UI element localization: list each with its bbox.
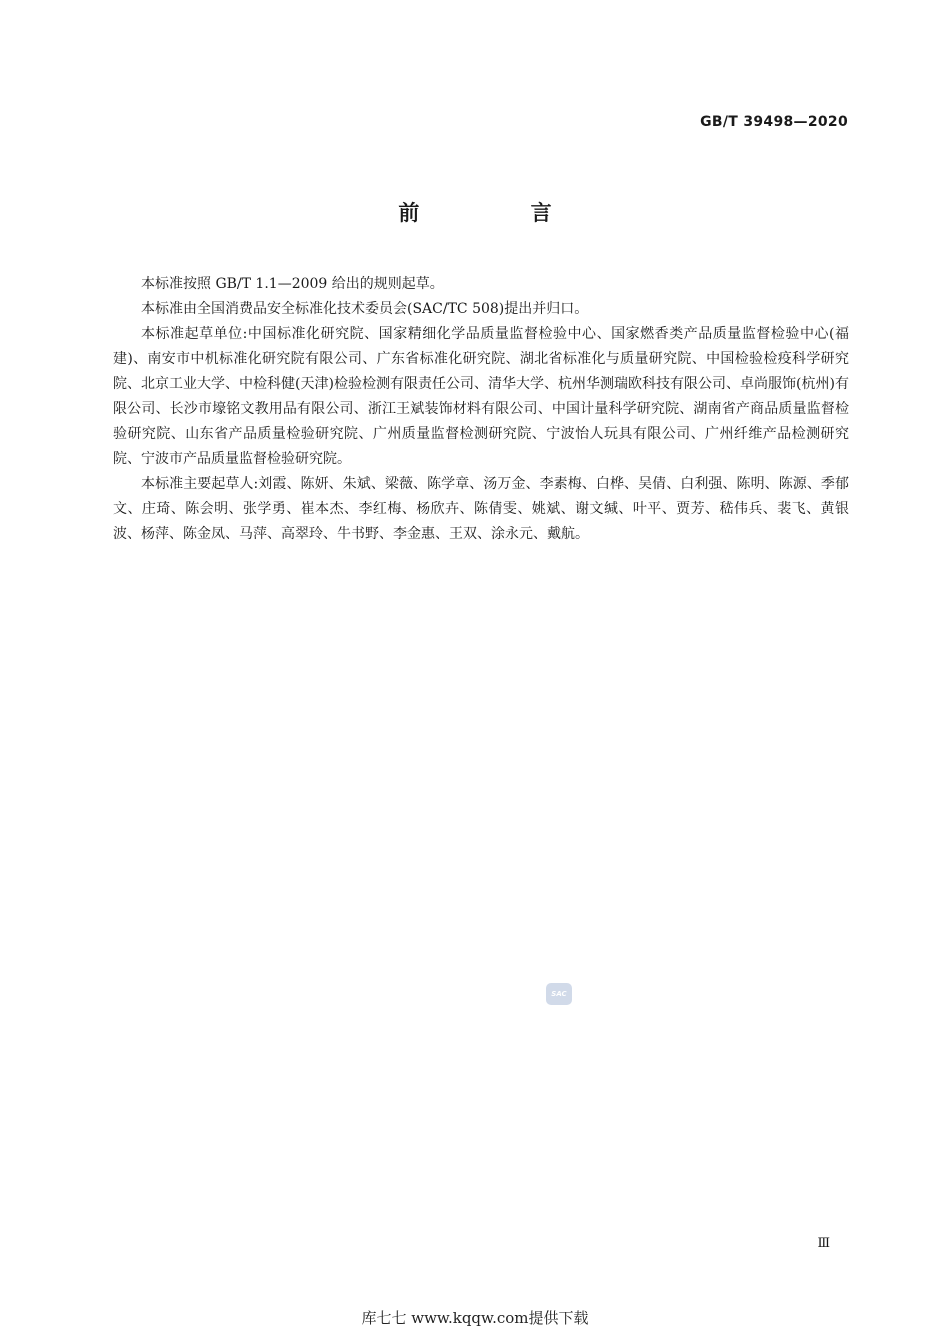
sac-watermark-logo: SAC	[546, 983, 572, 1005]
page-number: Ⅲ	[817, 1236, 830, 1251]
paragraph-drafting-rules: 本标准按照 GB/T 1.1—2009 给出的规则起草。	[141, 276, 444, 292]
foreword-body	[113, 272, 849, 547]
standard-code: GB/T 39498—2020	[700, 114, 848, 130]
paragraph-main-drafters: 本标准主要起草人:刘霞、陈妍、朱斌、梁薇、陈学章、汤万金、李素梅、白桦、吴倩、白利强、陈明、陈源、季郁文、庄琦、陈会明、张学勇、崔本杰、李红梅、杨欣卉、陈倩雯、姚斌、谢文缄、叶平、贾芳、嵇伟兵、裴飞、黄银波、杨萍、陈金凤、马萍、高翠玲、牛书野、李金惠、王双、涂永元、戴航。	[113, 476, 849, 542]
paragraph-proposer: 本标准由全国消费品安全标准化技术委员会(SAC/TC 508)提出并归口。	[141, 301, 589, 317]
paragraph-drafting-units: 本标准起草单位:中国标准化研究院、国家精细化学品质量监督检验中心、国家燃香类产品质量监督检验中心(福建)、南安市中机标准化研究院有限公司、广东省标准化研究院、湖北省标准化与质量研究院、中国检验检疫科学研究院、北京工业大学、中检科健(天津)检验检测有限责任公司、清华大学、杭州华测瑞欧科技有限公司、卓尚服饰(杭州)有限公司、长沙市壕铭文教用品有限公司、浙江王斌装饰材料有限公司、中国计量科学研究院、湖南省产商品质量监督检验研究院、山东省产品质量检验研究院、广州质量监督检测研究院、宁波怡人玩具有限公司、广州纤维产品检测研究院、宁波市产品质量监督检验研究院。	[113, 326, 849, 467]
page-title: 前 言	[398, 201, 604, 225]
footer-download-note: 库七七 www.kqqw.com提供下载	[361, 1309, 589, 1327]
